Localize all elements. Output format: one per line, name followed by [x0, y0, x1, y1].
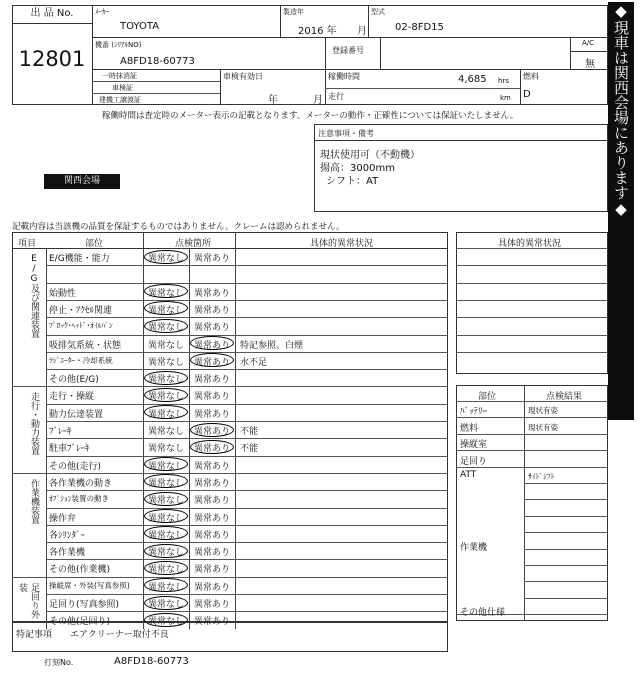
row-detail: 不能 — [240, 427, 259, 437]
results-row-divider — [524, 532, 608, 533]
check-oval — [144, 457, 188, 471]
right-row-divider — [456, 248, 608, 249]
km-label: 走行 — [328, 92, 344, 101]
opt-none: 異常なし — [148, 427, 185, 437]
opt-none: 異常なし — [148, 617, 185, 628]
notes-line3: シフト：AT — [326, 176, 379, 187]
opt-abnormal: 異常あり — [194, 427, 231, 437]
opt-none: 異常なし — [148, 600, 185, 610]
notes-line2: 揚高：3000mm — [320, 163, 395, 174]
opt-none: 異常なし — [148, 548, 185, 559]
maker-row — [92, 5, 608, 38]
right-row-divider — [456, 265, 608, 266]
check-oval — [190, 440, 234, 454]
model-label: 型式 — [371, 8, 385, 16]
stamp-label: 打刻No. — [44, 658, 74, 667]
results-row-divider — [524, 581, 608, 582]
inspection-valid-label: 車検有効日 — [223, 72, 263, 81]
opt-none: 異常なし — [148, 530, 185, 541]
row-divider — [12, 386, 448, 387]
opt-abnormal: 異常あり — [194, 254, 231, 264]
side-banner-text: ◆現車は関西会場にあります◆ — [612, 2, 630, 218]
opt-none: 異常なし — [148, 461, 185, 472]
lot-box — [12, 5, 93, 105]
hours-note: 稼働時間は査定時のメーター表示の記載となります。メーターの動作・正確性については保証いたしません。 — [102, 111, 519, 121]
check-oval — [144, 388, 188, 402]
reg-label: 登録番号 — [332, 46, 364, 55]
opt-none: 異常なし — [148, 513, 185, 524]
row-part: 操作弁 — [49, 513, 77, 524]
group-label: 走行・動力装置 — [29, 392, 39, 456]
serial-value: A8FD18-60773 — [120, 56, 195, 67]
col-detail-header: 具体的異常状況 — [310, 239, 374, 249]
row-divider — [46, 283, 448, 284]
opt-abnormal: 異常あり — [194, 600, 231, 610]
right-row-divider — [456, 335, 608, 336]
check-oval — [144, 284, 188, 298]
opt-abnormal: 異常あり — [194, 288, 231, 299]
results-value: 現状有姿 — [528, 406, 558, 415]
row-divider — [12, 577, 448, 578]
opt-abnormal: 異常あり — [194, 340, 231, 351]
check-oval — [144, 509, 188, 523]
row-part: 駐車ﾌﾞﾚｰｷ — [49, 444, 90, 455]
opt-abnormal: 異常あり — [194, 582, 231, 593]
row-part: 各作業機の動き — [49, 478, 113, 489]
row-divider — [46, 352, 448, 353]
results-row-divider — [524, 483, 608, 484]
row-divider — [46, 335, 448, 336]
row-divider — [46, 369, 448, 370]
col-item-header: 項目 — [18, 239, 37, 249]
opt-abnormal: 異常あり — [194, 565, 231, 576]
results-part: ATT — [460, 470, 477, 480]
opt-none: 異常なし — [148, 582, 185, 593]
group-label: 作業機装置 — [29, 478, 39, 524]
opt-none: 異常なし — [148, 288, 185, 299]
temp-cert-label: 一時抹消証 — [102, 72, 137, 80]
row-divider — [46, 542, 448, 543]
row-part: 始動性 — [49, 288, 77, 299]
check-oval — [144, 561, 188, 575]
notes-label: 注意事項・備考 — [318, 129, 374, 138]
row-part: E/G機能・能力 — [49, 254, 110, 264]
row-part: ﾗｼﾞｴｰﾀｰ・冷却系統 — [49, 355, 113, 365]
year-value: 2016 年 — [298, 26, 337, 37]
km-unit: km — [500, 94, 511, 102]
results-row-divider — [524, 499, 608, 500]
results-col-result: 点検結果 — [546, 392, 583, 402]
notes-line1: 現状使用可（不動機） — [320, 150, 420, 161]
results-part: 操縦室 — [460, 440, 488, 450]
row-part: 各作業機 — [49, 548, 86, 559]
right-detail-header: 具体的異常状況 — [498, 239, 562, 249]
check-oval — [144, 596, 188, 610]
hours-unit: hrs — [498, 77, 509, 85]
remarks-label: 特記事項 — [16, 630, 53, 640]
opt-none: 異常なし — [148, 496, 185, 507]
row-part: その他(足回り) — [49, 617, 111, 628]
ac-label: A/C — [582, 39, 595, 47]
row-divider — [46, 508, 448, 509]
inspection-year: 年 — [268, 95, 278, 106]
check-oval — [144, 371, 188, 385]
row-divider — [46, 317, 448, 318]
results-part: 燃料 — [460, 424, 479, 434]
opt-abnormal: 異常あり — [194, 530, 231, 541]
opt-abnormal: 異常あり — [194, 617, 231, 628]
results-value: ｻｲﾄﾞｼﾌﾄ — [528, 472, 555, 481]
row-part: 走行・操縦 — [49, 392, 95, 403]
check-oval — [190, 336, 234, 350]
opt-none: 異常なし — [148, 357, 185, 368]
row-divider — [46, 456, 448, 457]
row-part: 停止・ｱｸｾﾙ関連 — [49, 305, 113, 316]
row-part: 各ｼﾘﾝﾀﾞｰ — [49, 530, 86, 541]
inspection-cert-label: 車検証 — [112, 84, 133, 92]
hours-value: 4,685 — [458, 74, 487, 85]
opt-none: 異常なし — [148, 409, 185, 420]
right-row-divider — [456, 317, 608, 318]
opt-none: 異常なし — [148, 375, 185, 386]
results-value: 現状有姿 — [528, 423, 558, 432]
check-oval — [144, 319, 188, 333]
row-divider — [46, 438, 448, 439]
opt-abnormal: 異常あり — [194, 375, 231, 386]
col-check-header: 点検箇所 — [175, 239, 212, 249]
maker-value: TOYOTA — [120, 21, 160, 32]
row-divider — [12, 473, 448, 474]
results-part: 作業機 — [460, 543, 488, 553]
check-oval — [144, 544, 188, 558]
results-part: その他仕様 — [460, 608, 506, 618]
header-col-divider — [143, 232, 144, 248]
header-divider — [12, 248, 448, 249]
row-part: 足回り(写真参照) — [49, 600, 120, 610]
results-row-divider — [456, 434, 608, 435]
row-divider — [46, 525, 448, 526]
stamp-value: A8FD18-60773 — [114, 656, 189, 667]
row-divider — [46, 594, 448, 595]
serial-label: 機番 (ｼﾘｱﾙNO) — [95, 41, 142, 49]
venue-badge: 関西会場 — [44, 174, 120, 189]
results-row-divider — [456, 401, 608, 402]
remarks-text: エアクリーナー取付不良 — [70, 630, 169, 640]
opt-abnormal: 異常あり — [194, 496, 231, 507]
opt-none: 異常なし — [148, 392, 185, 403]
results-part: 足回り — [460, 457, 488, 467]
opt-none: 異常なし — [148, 254, 185, 264]
results-part: ﾊﾞｯﾃﾘｰ — [460, 407, 488, 417]
inspection-month: 月 — [313, 95, 323, 106]
row-detail: 特記参照、白煙 — [240, 340, 304, 351]
row-part: 操縦席・外装(写真参照) — [49, 580, 130, 590]
results-table — [456, 385, 608, 621]
row-part: ﾌﾞﾛｯｸ･ﾍｯﾄﾞ･ｵｲﾙﾊﾟﾝ — [49, 321, 113, 331]
opt-abnormal: 異常あり — [194, 548, 231, 559]
opt-abnormal: 異常あり — [194, 461, 231, 472]
year-label: 製造年 — [283, 8, 304, 16]
group-label: E/G及び関連装置 — [29, 254, 39, 338]
check-oval — [144, 250, 188, 264]
check-oval — [144, 492, 188, 506]
row-divider — [46, 490, 448, 491]
opt-abnormal: 異常あり — [194, 357, 231, 368]
opt-abnormal: 異常あり — [194, 478, 231, 489]
opt-none: 異常なし — [148, 565, 185, 576]
row-part: 吸排気系統・状態 — [49, 340, 122, 351]
results-row-divider — [524, 565, 608, 566]
row-divider — [46, 265, 448, 266]
row-part: その他(作業機) — [49, 565, 111, 576]
row-part: 動力伝達装置 — [49, 409, 104, 420]
opt-abnormal: 異常あり — [194, 305, 231, 316]
opt-abnormal: 異常あり — [194, 409, 231, 420]
opt-abnormal: 異常あり — [194, 444, 231, 455]
check-oval — [190, 423, 234, 437]
row-divider — [46, 300, 448, 301]
opt-none: 異常なし — [148, 305, 185, 316]
disclaimer: 記載内容は当該機の品質を保証するものではありません。クレームは認められません。 — [12, 222, 345, 232]
opt-none: 異常なし — [148, 323, 185, 334]
opt-abnormal: 異常あり — [194, 392, 231, 403]
fuel-value: D — [523, 89, 531, 100]
opt-none: 異常なし — [148, 340, 185, 351]
row-detail: 不能 — [240, 444, 259, 455]
side-banner — [608, 2, 634, 420]
row-part: ｵﾌﾟｼｮﾝ装置の動き — [49, 494, 109, 504]
results-row-divider — [524, 598, 608, 599]
results-row-divider — [456, 417, 608, 418]
col-part-header: 部位 — [85, 239, 104, 249]
row-part: その他(E/G) — [49, 375, 99, 386]
opt-none: 異常なし — [148, 444, 185, 455]
right-row-divider — [456, 352, 608, 353]
opt-abnormal: 異常あり — [194, 513, 231, 524]
results-row-divider — [456, 450, 608, 451]
fuel-label: 燃料 — [523, 72, 539, 81]
maker-label: ﾒｰｶｰ — [95, 8, 109, 16]
lot-number: 12801 — [18, 47, 86, 71]
model-value: 02-8FD15 — [395, 22, 444, 33]
row-divider — [46, 559, 448, 560]
right-row-divider — [456, 283, 608, 284]
transfer-cert-label: 建機工譲渡証 — [99, 96, 141, 104]
opt-abnormal: 異常あり — [194, 323, 231, 334]
lot-label: 出 品 No. — [12, 5, 92, 24]
row-divider — [46, 421, 448, 422]
results-col-part: 部位 — [478, 392, 497, 402]
ac-value: 無 — [585, 59, 595, 70]
group-label: 足回り外装 — [17, 582, 39, 619]
row-part: ﾌﾞﾚｰｷ — [49, 427, 72, 437]
header-col-divider — [235, 232, 236, 248]
row-divider — [46, 611, 448, 612]
results-row-divider — [524, 516, 608, 517]
year-month: 月 — [357, 26, 367, 37]
row-divider — [46, 404, 448, 405]
opt-none: 異常なし — [148, 478, 185, 489]
results-row-divider — [524, 549, 608, 550]
row-detail: 水不足 — [240, 357, 268, 368]
row-part: その他(走行) — [49, 461, 102, 472]
right-row-divider — [456, 300, 608, 301]
hours-label: 稼働時間 — [328, 72, 360, 81]
